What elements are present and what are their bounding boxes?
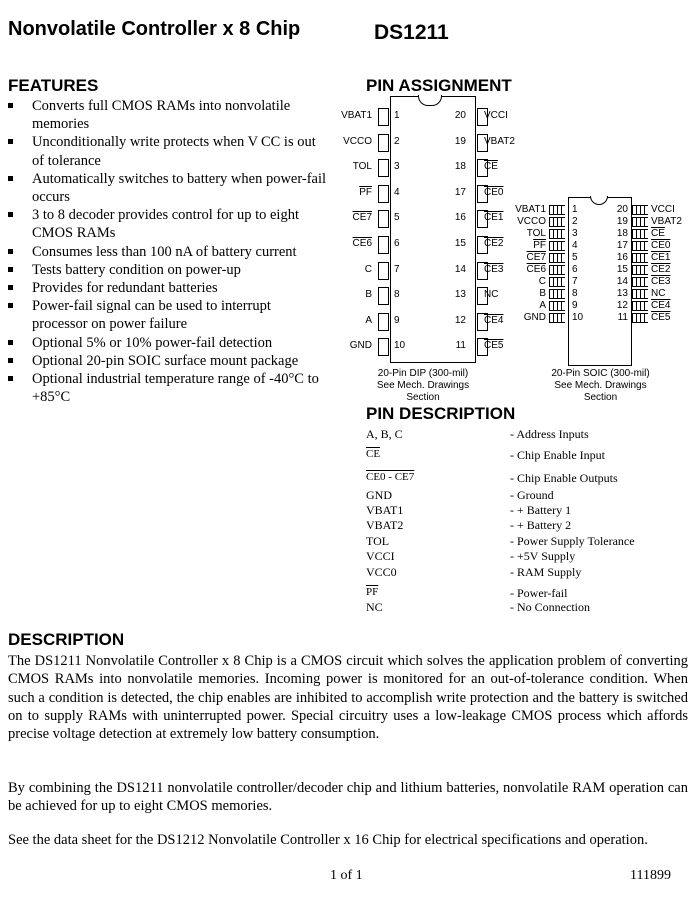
pin-desc: - +5V Supply (510, 549, 576, 563)
dip-pin-number: 10 (394, 340, 406, 352)
bullet-icon (8, 358, 13, 363)
soic-pin-number: 11 (617, 312, 628, 323)
dip-pin-number: 2 (394, 135, 400, 147)
dip-pin-number: 15 (454, 238, 466, 249)
dip-pin-label: B (365, 289, 372, 301)
dip-pin-box (378, 313, 389, 331)
dip-pin-label: $\overline{PF}$ (359, 186, 372, 198)
soic-pin-label: A (539, 300, 546, 311)
pin-desc: - RAM Supply (510, 565, 582, 579)
soic-pin-label: $\overline{PF}$ (533, 240, 546, 251)
soic-pin-number: 20 (616, 204, 628, 215)
description-paragraph-2: By combining the DS1211 nonvolatile controller/decoder chip and lithium batteries, nonvolatile RAM operation can be achieved for up to eight CMOS memories. (8, 780, 688, 815)
dip-pin-label: CE5 (484, 340, 504, 352)
dip-pin-label: CE4 (484, 314, 504, 326)
dip-pin-number: 13 (454, 289, 466, 301)
soic-pin-label: TOL (526, 228, 546, 239)
pin-assignment-heading: PIN ASSIGNMENT (366, 76, 512, 95)
soic-pin-number: 1 (572, 204, 578, 215)
feature-item: 3 to 8 decoder provides control for up to eight CMOS RAMs (8, 206, 330, 242)
soic-pin (632, 229, 648, 239)
soic-pin-label: CE6 (526, 264, 546, 275)
pin-desc: - No Connection (510, 600, 590, 614)
soic-pin-label: GND (523, 312, 546, 323)
feature-item: Automatically switches to battery when power-fail occurs (8, 170, 330, 206)
pin-name: VBAT2 (366, 518, 404, 532)
soic-pin-label: CE7 (526, 252, 546, 263)
soic-pin (549, 241, 565, 251)
soic-pin (549, 217, 565, 227)
soic-pin-number: 13 (616, 288, 628, 299)
soic-pin-number: 2 (572, 216, 578, 227)
dip-pin-label: VCCI (484, 110, 508, 121)
pin-desc: - Power Supply Tolerance (510, 534, 635, 548)
soic-pin-number: 16 (616, 252, 628, 263)
pin-name: $\overline{PF}$ (366, 586, 379, 598)
dip-pin-label: GND (349, 340, 372, 352)
soic-pin (549, 277, 565, 287)
dip-pin-box (378, 108, 389, 126)
soic-pin (549, 289, 565, 299)
dip-pin-number: 7 (394, 263, 400, 275)
dip-pin-label: CE2 (484, 238, 504, 249)
dip-pin-number: 8 (394, 289, 400, 301)
soic-pin-number: 19 (616, 216, 628, 227)
dip-caption: 20-Pin DIP (300-mil) See Mech. Drawings Section (376, 368, 470, 403)
page-number: 1 of 1 (330, 868, 363, 883)
description-paragraph-1: The DS1211 Nonvolatile Controller x 8 Chip is a CMOS circuit which solves the application problem of converting CMOS RAMs into nonvolatile memories. Incoming power is monitored for an out-of-tolerance condition. When such a condition is detected, the chip enables are inhibited to accomplish write protection and the battery is switched on to supply RAMs with uninterrupted power. Special circuitry uses a low-leakage CMOS process which affords precise voltage detection at extremely low battery consumption. (8, 653, 688, 743)
dip-pin-number: 14 (454, 263, 466, 275)
dip-pin-number: 9 (394, 314, 400, 326)
dip-pin-label: NC (484, 289, 499, 301)
part-number: DS1211 (374, 21, 449, 44)
bullet-icon (8, 285, 13, 290)
document-number: 111899 (630, 868, 671, 883)
soic-pin (632, 313, 648, 323)
dip-pin-box (378, 210, 389, 228)
dip-pin-box (378, 236, 389, 254)
soic-pin-number: 15 (616, 264, 628, 275)
pin-desc: - Chip Enable Outputs (510, 471, 618, 485)
dip-pin-number: 3 (394, 161, 400, 173)
soic-pin-number: 9 (572, 300, 578, 311)
pin-name: VCC0 (366, 565, 397, 579)
soic-pin (549, 265, 565, 275)
feature-item: Optional 5% or 10% power-fail detection (8, 334, 330, 352)
feature-item: Power-fail signal can be used to interrupt processor on power failure (8, 297, 330, 333)
soic-pin-label: CE1 (651, 252, 671, 263)
soic-pin-number: 12 (616, 300, 628, 311)
soic-pin (549, 229, 565, 239)
bullet-icon (8, 340, 13, 345)
soic-pin-label: C (538, 276, 546, 287)
bullet-icon (8, 303, 13, 308)
pin-name: VBAT1 (366, 503, 404, 517)
bullet-icon (8, 103, 13, 108)
soic-pin (549, 253, 565, 263)
dip-pin-label: VCCO (343, 135, 372, 147)
soic-pin-label: B (539, 288, 546, 299)
pin-desc: - Ground (510, 488, 554, 502)
dip-pin-number: 1 (394, 110, 400, 121)
bullet-icon (8, 212, 13, 217)
pin-desc: - Chip Enable Input (510, 448, 605, 462)
dip-pin-label: CE0 (484, 186, 504, 198)
dip-pin-label: A (365, 314, 372, 326)
soic-pin-number: 3 (572, 228, 578, 239)
features-list (8, 97, 330, 406)
dip-pin-number: 20 (454, 110, 466, 121)
bullet-icon (8, 139, 13, 144)
dip-pin-number: 18 (454, 161, 466, 173)
soic-pin (632, 205, 648, 215)
dip-pin-label: C (364, 263, 372, 275)
pin-name: CE0 - CE7 (366, 471, 415, 483)
soic-pin (632, 289, 648, 299)
dip-pin-box (378, 338, 389, 356)
bullet-icon (8, 176, 13, 181)
soic-pin (632, 277, 648, 287)
pin-name: TOL (366, 534, 390, 548)
soic-pin-label: CE3 (651, 276, 671, 287)
dip-pin-number: 17 (454, 186, 466, 198)
soic-pin-label: VCCO (517, 216, 546, 227)
pin-name: NC (366, 600, 383, 614)
soic-pin (549, 205, 565, 215)
soic-pin (632, 217, 648, 227)
pin-desc: - Address Inputs (510, 427, 589, 441)
soic-pin-number: 14 (616, 276, 628, 287)
feature-item: Provides for redundant batteries (8, 279, 330, 297)
feature-item: Converts full CMOS RAMs into nonvolatile memories (8, 97, 330, 133)
soic-pin-number: 10 (572, 312, 584, 323)
dip-pin-box (378, 262, 389, 280)
soic-pin-label: $\overline{CE}$ (651, 228, 665, 239)
soic-pin-label: CE5 (651, 312, 671, 323)
pin-name: VCCI (366, 549, 395, 563)
dip-pin-box (378, 159, 389, 177)
soic-pin (632, 241, 648, 251)
bullet-icon (8, 249, 13, 254)
pin-name: GND (366, 488, 392, 502)
soic-pin (632, 301, 648, 311)
soic-pin (549, 301, 565, 311)
soic-pin-label: VCCI (651, 204, 675, 215)
dip-pin-label: CE6 (352, 238, 372, 249)
dip-pin-number: 11 (455, 340, 466, 352)
bullet-icon (8, 376, 13, 381)
soic-pin-label: CE0 (651, 240, 671, 251)
pin-desc: - + Battery 2 (510, 518, 572, 532)
description-paragraph-3: See the data sheet for the DS1212 Nonvolatile Controller x 16 Chip for electrical specifications and operation. (8, 832, 648, 848)
bullet-icon (8, 267, 13, 272)
soic-pin-number: 5 (572, 252, 578, 263)
pin-name: A, B, C (366, 427, 403, 441)
soic-pin-label: NC (651, 288, 666, 299)
soic-pin-number: 4 (572, 240, 578, 251)
document-title: Nonvolatile Controller x 8 Chip (8, 18, 301, 40)
dip-pin-label: $\overline{CE}$ (484, 161, 498, 173)
dip-pin-label: CE1 (484, 212, 504, 224)
soic-pin-number: 17 (616, 240, 628, 251)
dip-pin-label: CE7 (352, 212, 372, 224)
soic-pin (632, 253, 648, 263)
feature-item: Consumes less than 100 nA of battery current (8, 243, 330, 261)
soic-pin-number: 18 (616, 228, 628, 239)
dip-pin-number: 12 (454, 314, 466, 326)
soic-pin-number: 6 (572, 264, 578, 275)
dip-pin-box (378, 185, 389, 203)
dip-pin-label: VBAT1 (341, 110, 372, 121)
dip-pin-number: 4 (394, 186, 400, 198)
feature-item: Tests battery condition on power-up (8, 261, 330, 279)
dip-pin-label: TOL (352, 161, 372, 173)
pin-desc: - + Battery 1 (510, 503, 572, 517)
dip-pin-number: 5 (394, 212, 400, 224)
features-heading: FEATURES (8, 76, 99, 95)
description-heading: DESCRIPTION (8, 630, 125, 649)
soic-caption: 20-Pin SOIC (300-mil) See Mech. Drawings Section (551, 368, 650, 403)
feature-item: Optional industrial temperature range of -40°C to +85°C (8, 370, 330, 406)
dip-pin-box (378, 134, 389, 152)
soic-pin-label: CE4 (651, 300, 671, 311)
soic-pin-number: 8 (572, 288, 578, 299)
pin-description-heading: PIN DESCRIPTION (366, 404, 516, 423)
dip-pin-number: 19 (454, 135, 466, 147)
dip-pin-label: CE3 (484, 263, 504, 275)
soic-pin-label: CE2 (651, 264, 671, 275)
dip-pin-box (378, 287, 389, 305)
pin-desc: - Power-fail (510, 586, 568, 600)
feature-item: Unconditionally write protects when V CC is out of tolerance (8, 133, 330, 169)
soic-pin (632, 265, 648, 275)
dip-pin-number: 16 (454, 212, 466, 224)
feature-item: Optional 20-pin SOIC surface mount package (8, 352, 330, 370)
dip-pin-label: VBAT2 (484, 135, 515, 147)
soic-pin (549, 313, 565, 323)
soic-pin-label: VBAT1 (515, 204, 546, 215)
dip-pin-number: 6 (394, 238, 400, 249)
soic-pin-number: 7 (572, 276, 578, 287)
soic-pin-label: VBAT2 (651, 216, 682, 227)
pin-name: $\overline{CE}$ (366, 448, 381, 460)
